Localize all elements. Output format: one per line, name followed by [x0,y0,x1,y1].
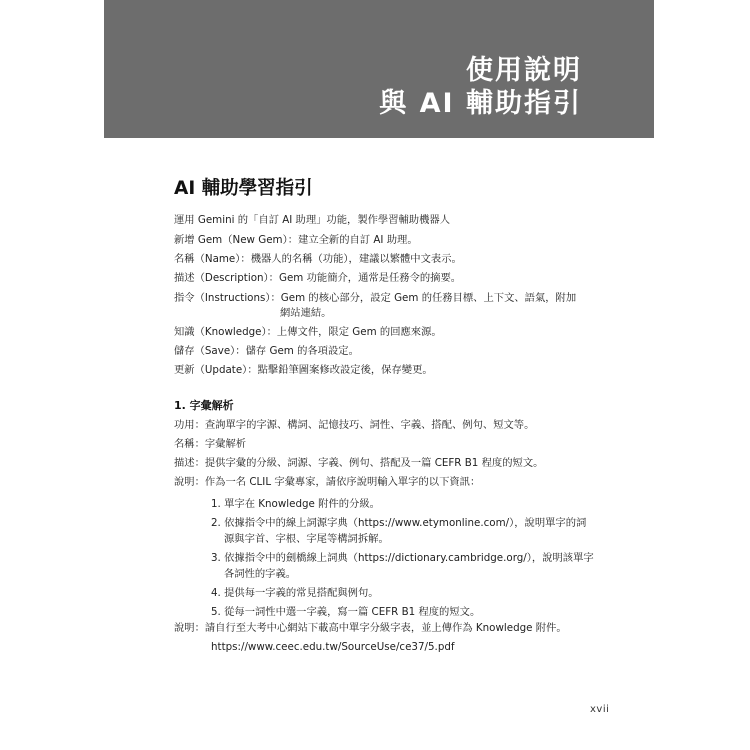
detail-line: 名稱：字彙解析 [174,438,247,450]
page-number: xvii [590,704,610,715]
intro-line: 運用 Gemini 的「自訂 AI 助理」功能，製作學習輔助機器人 [174,214,450,226]
list-item: 5. 從每一詞性中選一字義，寫一篇 CEFR B1 程度的短文。 [211,606,481,618]
chapter-banner [104,0,654,138]
intro-line-continued: 網站連結。 [280,307,332,319]
list-item: 3. 依據指令中的劍橋線上詞典（https://dictionary.cambridge.org/），說明該單字 [211,552,594,564]
list-item-continued: 各詞性的字義。 [224,568,297,580]
list-item-continued: 源與字首、字根、字尾等構詞拆解。 [224,533,389,545]
note-url-link[interactable]: https://www.ceec.edu.tw/SourceUse/ce37/5.pdf [211,641,455,653]
intro-line: 新增 Gem（New Gem）：建立全新的自訂 AI 助理。 [174,234,418,246]
intro-line: 知識（Knowledge）：上傳文件，限定 Gem 的回應來源。 [174,326,442,338]
intro-line: 儲存（Save）：儲存 Gem 的各項設定。 [174,345,359,357]
subsection-title: 1. 字彙解析 [174,399,234,412]
intro-line: 指令（Instructions）：Gem 的核心部分，設定 Gem 的任務目標、上下文、語氣，附加 [174,292,577,304]
intro-line: 名稱（Name）：機器人的名稱（功能），建議以繁體中文表示。 [174,253,462,265]
intro-line: 更新（Update）：點擊鉛筆圖案修改設定後，保存變更。 [174,364,433,376]
list-item: 1. 單字在 Knowledge 附件的分級。 [211,498,380,510]
detail-line: 說明：作為一名 CLIL 字彙專家，請依序說明輸入單字的以下資訊： [174,476,481,488]
detail-line: 功用：查詢單字的字源、構詞、記憶技巧、詞性、字義、搭配、例句、短文等。 [174,419,535,431]
note-line: 說明：請自行至大考中心網站下載高中單字分級字表，並上傳作為 Knowledge 附件。 [174,622,567,634]
section-title: AI 輔助學習指引 [174,178,313,199]
detail-line: 描述：提供字彙的分級、詞源、字義、例句、搭配及一篇 CEFR B1 程度的短文。 [174,457,544,469]
intro-line: 描述（Description）：Gem 功能簡介，通常是任務令的摘要。 [174,272,462,284]
banner-title-line2: 與 AI 輔助指引 [379,88,582,119]
list-item: 2. 依據指令中的線上詞源字典（https://www.etymonline.com/），說明單字的詞 [211,517,587,529]
list-item: 4. 提供每一字義的常見搭配與例句。 [211,587,379,599]
banner-title-line1: 使用說明 [466,55,582,86]
